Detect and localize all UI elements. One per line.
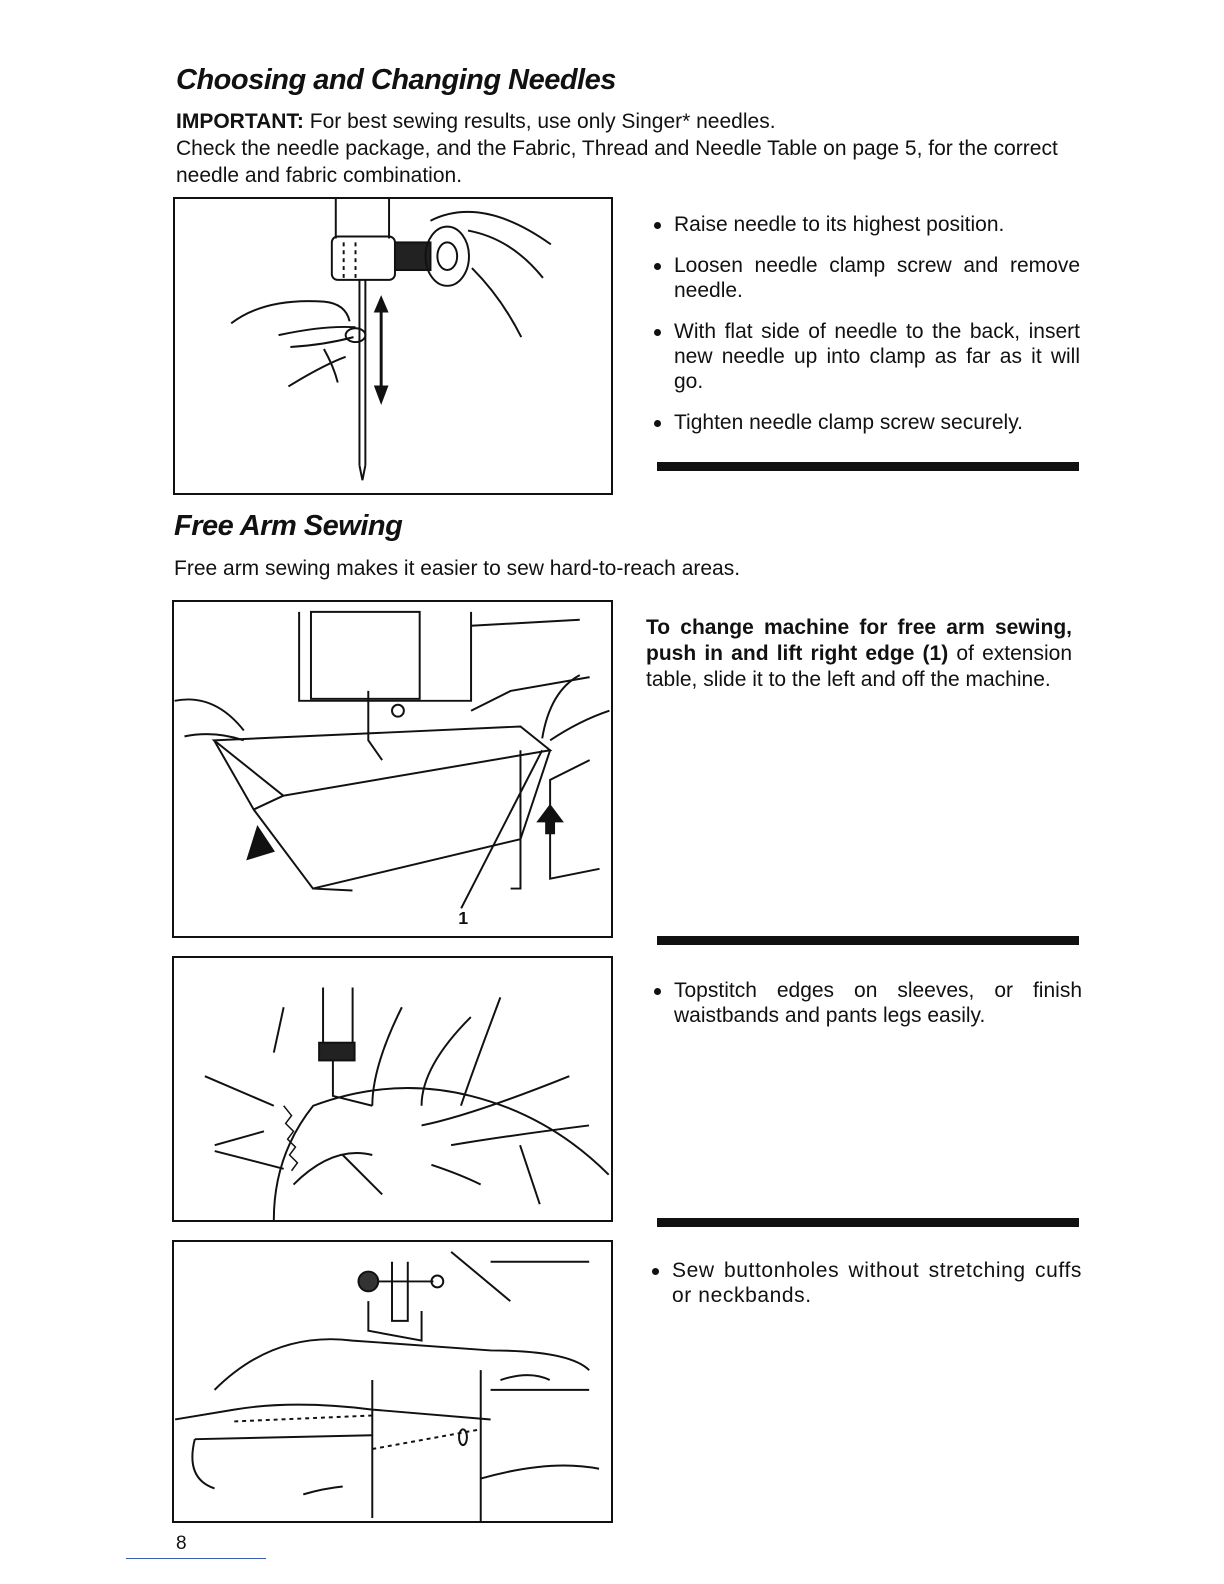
important-note (176, 108, 1076, 135)
topstitch-drawing (174, 958, 611, 1220)
free-arm-instruction (646, 615, 1072, 693)
needle-change-illustration (173, 197, 613, 495)
footer-line (126, 1558, 266, 1559)
section-divider (657, 936, 1079, 945)
important-label: IMPORTANT: (176, 110, 304, 133)
needle-clamp-drawing (175, 199, 611, 493)
tip-buttonholes: Sew buttonholes without stretching cuffs or neckbands. (650, 1258, 1082, 1308)
section-divider (657, 462, 1079, 471)
needle-steps-list (652, 212, 1080, 451)
buttonhole-drawing (174, 1242, 611, 1521)
section-title-choosing-needles: Choosing and Changing Needles (176, 64, 616, 96)
tip-topstitch: Topstitch edges on sleeves, or finish waistbands and pants legs easily. (652, 978, 1082, 1028)
step-raise-needle: Raise needle to its highest position. (652, 212, 1080, 237)
free-arm-intro: Free arm sewing makes it easier to sew hard-to-reach areas. (174, 557, 741, 580)
section-title-free-arm: Free Arm Sewing (174, 510, 403, 542)
step-tighten-screw: Tighten needle clamp screw securely. (652, 410, 1080, 435)
instruction-rest: of extension table, slide it to the left and off the machine. (646, 642, 1072, 691)
step-insert-needle: With flat side of needle to the back, insert new needle up into clamp as far as it will go. (652, 319, 1080, 394)
important-text: For best sewing results, use only Singer* needles. (309, 110, 776, 133)
page-number: 8 (176, 1533, 187, 1554)
instruction-bold: To change machine for free arm sewing, push in and lift right edge (1) (646, 616, 1072, 665)
callout-number: 1 (458, 908, 469, 929)
needle-intro: Check the needle package, and the Fabric, Thread and Needle Table on page 5, for the correct needle and fabric combination. (176, 137, 1058, 187)
topstitch-illustration (172, 956, 613, 1222)
extension-table-drawing (174, 602, 611, 936)
step-loosen-clamp: Loosen needle clamp screw and remove needle. (652, 253, 1080, 303)
topstitch-list (652, 978, 1082, 1044)
buttonhole-list (650, 1258, 1082, 1324)
buttonhole-illustration (172, 1240, 613, 1523)
extension-table-illustration (172, 600, 613, 938)
section-divider (657, 1218, 1079, 1227)
